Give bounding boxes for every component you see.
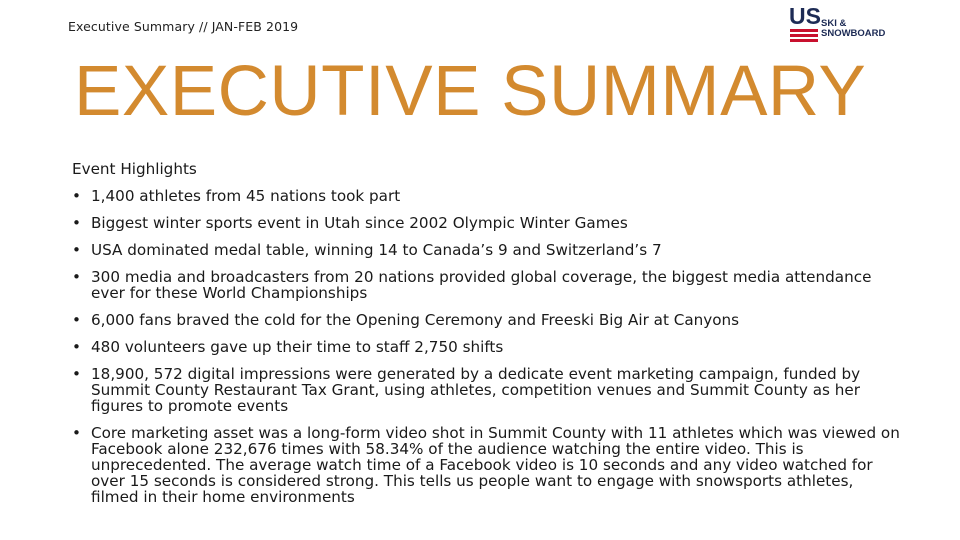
list-item: • 18,900, 572 digital impressions were generated by a dedicate event marketing campaign, funded by Summit County Restaurant Tax Grant, using athletes, competition venues and Summit County as her figures to promote events <box>72 366 902 414</box>
list-item: • 300 media and broadcasters from 20 nations provided global coverage, the biggest media attendance ever for these World Championships <box>72 269 902 301</box>
summary-content <box>72 161 902 516</box>
logo-line1: SKI & <box>821 18 847 29</box>
list-item: • 480 volunteers gave up their time to staff 2,750 shifts <box>72 339 902 355</box>
list-item: • 6,000 fans braved the cold for the Opening Ceremony and Freeski Big Air at Canyons <box>72 312 902 328</box>
highlight-list <box>72 188 902 505</box>
list-item: • USA dominated medal table, winning 14 to Canada’s 9 and Switzerland’s 7 <box>72 242 902 258</box>
logo-stripes <box>790 29 818 42</box>
logo-line2: SNOWBOARD <box>821 28 886 39</box>
slide-title: EXECUTIVE SUMMARY <box>74 52 867 131</box>
logo-mark: US <box>789 3 821 29</box>
us-ski-snowboard-logo <box>788 2 900 46</box>
header-title: Executive Summary // JAN-FEB 2019 <box>68 19 299 34</box>
section-heading: Event Highlights <box>72 160 197 178</box>
list-item: • Biggest winter sports event in Utah since 2002 Olympic Winter Games <box>72 215 902 231</box>
list-item: • 1,400 athletes from 45 nations took part <box>72 188 902 204</box>
list-item: • Core marketing asset was a long-form video shot in Summit County with 11 athletes which was viewed on Facebook alone 232,676 times with 58.34% of the audience watching the entire video. This is unprecedented. The average watch time of a Facebook video is 10 seconds and any video watched for over 15 seconds is considered strong. This tells us people want to engage with snowsports athletes, filmed in their home environments <box>72 425 902 505</box>
